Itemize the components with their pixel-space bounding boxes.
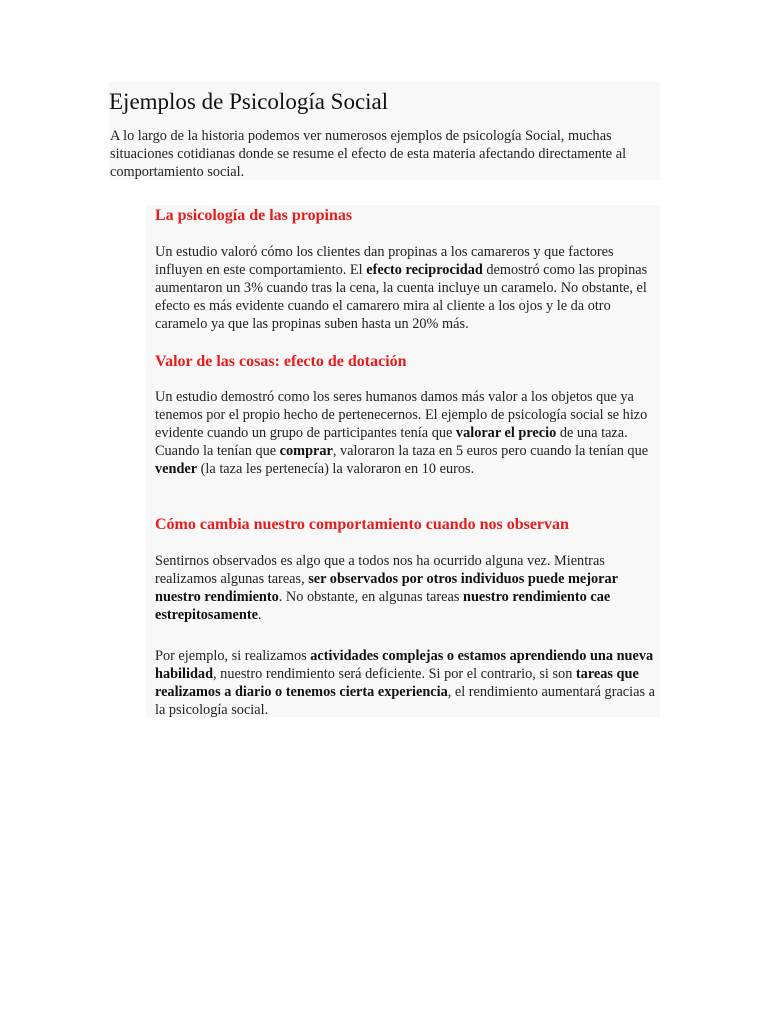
emphasis-text: tareas que realizamos a diario o tenemos cierta experiencia xyxy=(155,666,639,700)
section-paragraph-propinas: Un estudio valoró cómo los clientes dan propinas a los camareros y que factores influyen en este comportamiento. El efecto reciprocidad demostró como las propinas aumentaron un 3% cuando tras la cena, la cuenta incluye un caramelo. No obstante, el efecto es más evidente cuando el camarero mira al cliente a los ojos y le da otro caramelo ya que las propinas suben hasta un 20% más. xyxy=(155,244,648,332)
emphasis-text: comprar xyxy=(279,443,333,459)
emphasis-text: ser observados por otros individuos puede mejorar nuestro rendimiento xyxy=(155,571,618,605)
emphasis-text: nuestro rendimiento cae estrepitosamente xyxy=(155,589,611,623)
emphasis-text: actividades complejas o estamos aprendiendo una nueva habilidad xyxy=(155,648,654,682)
section-paragraph-dotacion: Un estudio demostró como los seres humanos damos más valor a los objetos que ya tenemos por el propio hecho de pertenecernos. El ejemplo de psicología social se hizo evidente cuando un grupo de participantes tenía que valorar el precio de una taza. Cuando la tenían que comprar, valoraron la taza en 5 euros pero cuando la tenían que vender (la taza les pertenecía) la valoraron en 10 euros. xyxy=(155,389,649,477)
section-heading-propinas: La psicología de las propinas xyxy=(155,207,353,224)
emphasis-text: valorar el precio xyxy=(455,425,557,441)
emphasis-text: efecto reciprocidad xyxy=(366,262,483,278)
section-heading-dotacion: Valor de las cosas: efecto de dotación xyxy=(155,353,407,370)
emphasis-text: vender xyxy=(155,461,198,477)
section-paragraph-observan-2: Por ejemplo, si realizamos actividades complejas o estamos aprendiendo una nueva habilidad, nuestro rendimiento será deficiente. Si por el contrario, si son tareas que realizamos a diario o tenemos cierta experiencia, el rendimiento aumentará gracias a la psicología social. xyxy=(155,648,655,718)
section-paragraph-observan-1: Sentirnos observados es algo que a todos nos ha ocurrido alguna vez. Mientras realizamos algunas tareas, ser observados por otros individuos puede mejorar nuestro rendimiento. No obstante, en algunas tareas nuestro rendimiento cae estrepitosamente. xyxy=(155,553,618,623)
section-heading-observan: Cómo cambia nuestro comportamiento cuando nos observan xyxy=(155,516,569,533)
intro-paragraph: A lo largo de la historia podemos ver numerosos ejemplos de psicología Social, muchas situaciones cotidianas donde se resume el efecto de esta materia afectando directamente al comportamiento social. xyxy=(110,128,627,180)
page-title: Ejemplos de Psicología Social xyxy=(109,89,389,114)
